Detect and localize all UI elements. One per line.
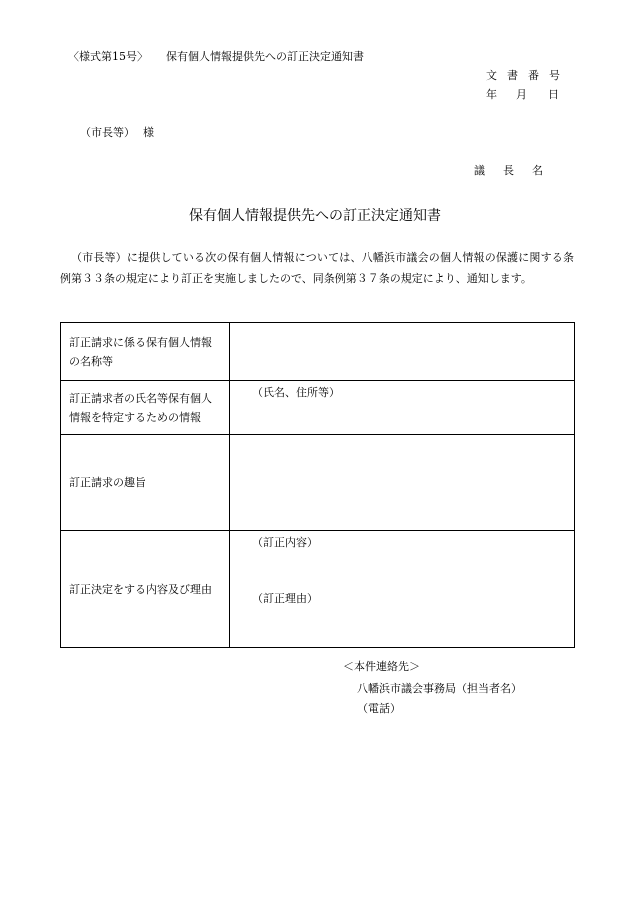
contact-phone: （電話）: [357, 702, 401, 715]
addressee-name: （市長等）: [80, 126, 135, 139]
document-number-label: 文書番号: [486, 69, 570, 82]
addressee-honorific: 様: [143, 126, 154, 139]
contact-office: 八幡浜市議会事務局（担当者名）: [357, 682, 522, 695]
chairman-name-label: 議長名: [474, 164, 561, 177]
table-row: [61, 435, 575, 531]
row-label-request-purpose: 訂正請求の趣旨: [61, 435, 230, 531]
row-label-requester-info: 訂正請求者の氏名等保有個人情報を特定するための情報: [61, 381, 230, 435]
date-year: 年: [486, 88, 497, 101]
date-day: 日: [548, 88, 559, 101]
form-number: 〈様式第15号〉: [68, 50, 148, 63]
body-paragraph: （市長等）に提供している次の保有個人情報については、八幡浜市議会の個人情報の保護に関する条例第３３条の規定により訂正を実施しましたので、同条例第３７条の規定により、通知します。: [60, 251, 574, 285]
table-row: [61, 323, 575, 381]
table-row: [61, 381, 575, 435]
row-value-requester-info: [230, 381, 575, 435]
row-value-info-name: [230, 323, 575, 381]
row-label-decision-reason: 訂正決定をする内容及び理由: [61, 531, 230, 648]
row-value-decision-reason: [230, 531, 575, 648]
notification-table: [60, 322, 575, 648]
addressee: [80, 124, 154, 140]
row-value-request-purpose: [230, 435, 575, 531]
date-line: [486, 86, 576, 102]
table-row: [61, 531, 575, 648]
row-label-info-name: 訂正請求に係る保有個人情報の名称等: [61, 323, 230, 381]
document-title: 保有個人情報提供先への訂正決定通知書: [189, 208, 441, 224]
date-month: 月: [516, 88, 527, 101]
value-text-correction-content: （訂正内容）: [252, 536, 318, 549]
form-header-title: 保有個人情報提供先への訂正決定通知書: [166, 50, 364, 63]
form-header: [68, 48, 364, 64]
contact-heading: ＜本件連絡先＞: [343, 660, 420, 673]
value-text-name-address: （氏名、住所等）: [252, 386, 340, 399]
value-text-correction-reason: （訂正理由）: [252, 592, 318, 605]
